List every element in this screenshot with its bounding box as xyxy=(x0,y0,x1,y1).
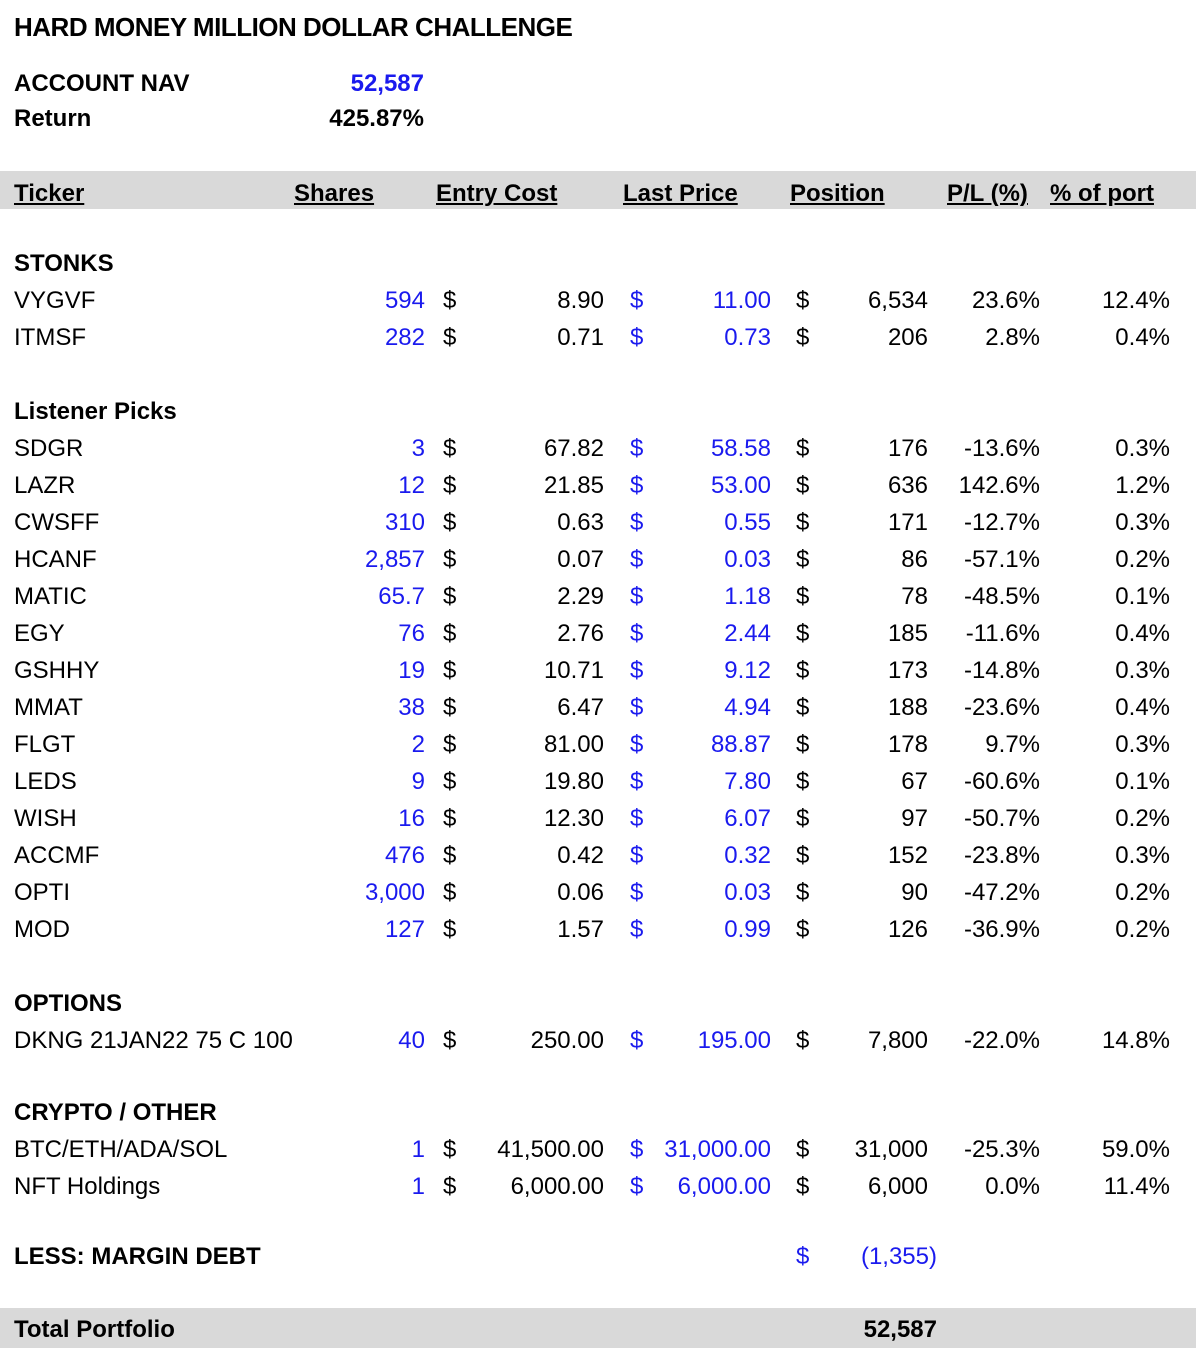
last-currency: $ xyxy=(630,1173,644,1200)
shares-cell: 476 xyxy=(384,842,425,869)
pl-pct-cell: -25.3% xyxy=(963,1136,1040,1163)
last-currency: $ xyxy=(630,324,644,351)
ticker-cell: NFT Holdings xyxy=(14,1173,161,1200)
position-currency: $ xyxy=(796,324,810,351)
position-cell: 31,000 xyxy=(854,1136,928,1163)
table-row xyxy=(0,1169,1196,1206)
position-currency: $ xyxy=(796,657,810,684)
position-currency: $ xyxy=(796,1136,810,1163)
pl-pct-cell: -57.1% xyxy=(963,546,1040,573)
position-cell: 188 xyxy=(887,694,928,721)
sheet-title: HARD MONEY MILLION DOLLAR CHALLENGE xyxy=(14,12,573,42)
last-price-cell: 0.03 xyxy=(724,879,771,906)
col-header-pl-pct: P/L (%) xyxy=(947,180,1028,207)
last-currency: $ xyxy=(630,583,644,610)
last-price-cell: 0.73 xyxy=(724,324,771,351)
position-cell: 176 xyxy=(887,435,928,462)
position-currency: $ xyxy=(796,1027,810,1054)
pct-of-port-cell: 0.3% xyxy=(1115,435,1170,462)
position-cell: 6,000 xyxy=(867,1173,928,1200)
position-currency: $ xyxy=(796,731,810,758)
entry-cost-cell: 0.06 xyxy=(557,879,604,906)
shares-cell: 76 xyxy=(398,620,425,647)
position-cell: 171 xyxy=(887,509,928,536)
last-price-cell: 0.32 xyxy=(724,842,771,869)
pct-of-port-cell: 0.3% xyxy=(1115,731,1170,758)
last-price-cell: 31,000.00 xyxy=(664,1136,771,1163)
total-value: 52,587 xyxy=(863,1316,937,1343)
entry-cost-cell: 8.90 xyxy=(557,287,604,314)
last-price-cell: 58.58 xyxy=(710,435,771,462)
entry-cost-cell: 10.71 xyxy=(543,657,604,684)
pl-pct-cell: 9.7% xyxy=(985,731,1040,758)
table-row xyxy=(0,838,1196,875)
last-currency: $ xyxy=(630,768,644,795)
last-currency: $ xyxy=(630,435,644,462)
pl-pct-cell: -47.2% xyxy=(963,879,1040,906)
entry-currency: $ xyxy=(443,657,457,684)
entry-currency: $ xyxy=(443,546,457,573)
account-nav-value: 52,587 xyxy=(350,70,424,97)
entry-currency: $ xyxy=(443,1173,457,1200)
position-cell: 90 xyxy=(901,879,928,906)
shares-cell: 16 xyxy=(398,805,425,832)
last-price-cell: 9.12 xyxy=(724,657,771,684)
entry-cost-cell: 0.71 xyxy=(557,324,604,351)
last-currency: $ xyxy=(630,472,644,499)
table-row xyxy=(0,653,1196,690)
table-row xyxy=(0,727,1196,764)
section-header xyxy=(0,1095,1196,1132)
pct-of-port-cell: 0.2% xyxy=(1115,916,1170,943)
section-header xyxy=(0,986,1196,1023)
last-currency: $ xyxy=(630,805,644,832)
entry-cost-cell: 0.63 xyxy=(557,509,604,536)
section-title: OPTIONS xyxy=(14,990,123,1017)
position-currency: $ xyxy=(796,509,810,536)
last-price-cell: 11.00 xyxy=(712,287,771,314)
shares-cell: 310 xyxy=(384,509,425,536)
entry-currency: $ xyxy=(443,805,457,832)
shares-cell: 19 xyxy=(398,657,425,684)
table-row xyxy=(0,616,1196,653)
ticker-cell: WISH xyxy=(14,805,77,832)
last-price-cell: 6.07 xyxy=(724,805,771,832)
col-header-last-price: Last Price xyxy=(623,180,738,207)
ticker-cell: ITMSF xyxy=(14,324,86,351)
table-row xyxy=(0,468,1196,505)
last-price-cell: 4.94 xyxy=(724,694,771,721)
position-cell: 126 xyxy=(887,916,928,943)
position-cell: 206 xyxy=(887,324,928,351)
last-price-cell: 0.55 xyxy=(724,509,771,536)
position-currency: $ xyxy=(796,583,810,610)
table-row xyxy=(0,1023,1196,1060)
pl-pct-cell: -14.8% xyxy=(963,657,1040,684)
last-currency: $ xyxy=(630,620,644,647)
ticker-cell: MMAT xyxy=(14,694,83,721)
shares-cell: 12 xyxy=(398,472,425,499)
table-row xyxy=(0,801,1196,838)
pl-pct-cell: -23.6% xyxy=(963,694,1040,721)
pl-pct-cell: -60.6% xyxy=(963,768,1040,795)
position-currency: $ xyxy=(796,768,810,795)
last-currency: $ xyxy=(630,657,644,684)
ticker-cell: SDGR xyxy=(14,435,84,462)
last-currency: $ xyxy=(630,916,644,943)
last-price-cell: 7.80 xyxy=(724,768,771,795)
shares-cell: 594 xyxy=(384,287,425,314)
table-row xyxy=(0,542,1196,579)
entry-currency: $ xyxy=(443,472,457,499)
total-label: Total Portfolio xyxy=(14,1316,175,1343)
pl-pct-cell: 23.6% xyxy=(971,287,1040,314)
shares-cell: 40 xyxy=(398,1027,425,1054)
ticker-cell: GSHHY xyxy=(14,657,100,684)
entry-currency: $ xyxy=(443,916,457,943)
section-title: STONKS xyxy=(14,250,114,277)
pl-pct-cell: -48.5% xyxy=(963,583,1040,610)
ticker-cell: CWSFF xyxy=(14,509,100,536)
pct-of-port-cell: 0.2% xyxy=(1115,879,1170,906)
entry-currency: $ xyxy=(443,620,457,647)
shares-cell: 1 xyxy=(411,1136,425,1163)
entry-cost-cell: 6,000.00 xyxy=(510,1173,604,1200)
entry-cost-cell: 0.07 xyxy=(557,546,604,573)
pl-pct-cell: -11.6% xyxy=(965,620,1040,647)
pct-of-port-cell: 12.4% xyxy=(1101,287,1170,314)
last-price-cell: 0.03 xyxy=(724,546,771,573)
pct-of-port-cell: 0.4% xyxy=(1115,694,1170,721)
return-label: Return xyxy=(14,105,92,132)
last-currency: $ xyxy=(630,842,644,869)
position-cell: 178 xyxy=(887,731,928,758)
pct-of-port-cell: 14.8% xyxy=(1101,1027,1170,1054)
pl-pct-cell: -13.6% xyxy=(963,435,1040,462)
pl-pct-cell: 0.0% xyxy=(985,1173,1040,1200)
ticker-cell: DKNG 21JAN22 75 C 100 xyxy=(14,1027,293,1054)
shares-cell: 282 xyxy=(384,324,425,351)
table-row xyxy=(0,1132,1196,1169)
table-row xyxy=(0,764,1196,801)
position-cell: 185 xyxy=(887,620,928,647)
pl-pct-cell: 142.6% xyxy=(958,472,1040,499)
pct-of-port-cell: 0.3% xyxy=(1115,657,1170,684)
margin-debt-label: LESS: MARGIN DEBT xyxy=(14,1243,261,1270)
last-price-cell: 1.18 xyxy=(724,583,771,610)
entry-cost-cell: 250.00 xyxy=(530,1027,604,1054)
pct-of-port-cell: 0.2% xyxy=(1115,546,1170,573)
position-currency: $ xyxy=(796,287,810,314)
position-cell: 6,534 xyxy=(867,287,928,314)
pct-of-port-cell: 0.4% xyxy=(1115,324,1170,351)
entry-currency: $ xyxy=(443,435,457,462)
pct-of-port-cell: 11.4% xyxy=(1103,1173,1170,1200)
table-row xyxy=(0,912,1196,949)
position-cell: 86 xyxy=(901,546,928,573)
last-price-cell: 88.87 xyxy=(710,731,771,758)
shares-cell: 2,857 xyxy=(364,546,425,573)
entry-currency: $ xyxy=(443,324,457,351)
entry-currency: $ xyxy=(443,694,457,721)
ticker-cell: HCANF xyxy=(14,546,97,573)
position-cell: 7,800 xyxy=(867,1027,928,1054)
last-currency: $ xyxy=(630,287,644,314)
entry-currency: $ xyxy=(443,842,457,869)
entry-cost-cell: 2.29 xyxy=(557,583,604,610)
entry-cost-cell: 21.85 xyxy=(543,472,604,499)
last-price-cell: 195.00 xyxy=(697,1027,771,1054)
position-cell: 67 xyxy=(901,768,928,795)
entry-currency: $ xyxy=(443,1136,457,1163)
pct-of-port-cell: 0.1% xyxy=(1115,768,1170,795)
entry-cost-cell: 41,500.00 xyxy=(497,1136,604,1163)
entry-currency: $ xyxy=(443,583,457,610)
col-header-position: Position xyxy=(790,180,885,207)
ticker-cell: FLGT xyxy=(14,731,76,758)
total-row xyxy=(0,1312,1196,1349)
ticker-cell: MATIC xyxy=(14,583,87,610)
shares-cell: 9 xyxy=(411,768,425,795)
ticker-cell: LAZR xyxy=(14,472,76,499)
entry-currency: $ xyxy=(443,879,457,906)
margin-debt-row xyxy=(0,1239,1196,1276)
position-currency: $ xyxy=(796,805,810,832)
entry-cost-cell: 19.80 xyxy=(543,768,604,795)
position-cell: 97 xyxy=(901,805,928,832)
col-header-entry-cost: Entry Cost xyxy=(436,180,558,207)
shares-cell: 2 xyxy=(411,731,425,758)
entry-cost-cell: 81.00 xyxy=(543,731,604,758)
pl-pct-cell: -23.8% xyxy=(963,842,1040,869)
entry-currency: $ xyxy=(443,768,457,795)
position-currency: $ xyxy=(796,1173,810,1200)
entry-cost-cell: 12.30 xyxy=(543,805,604,832)
entry-currency: $ xyxy=(443,509,457,536)
entry-cost-cell: 1.57 xyxy=(557,916,604,943)
position-currency: $ xyxy=(796,546,810,573)
pct-of-port-cell: 0.1% xyxy=(1115,583,1170,610)
shares-cell: 3,000 xyxy=(364,879,425,906)
table-row xyxy=(0,283,1196,320)
section-header xyxy=(0,246,1196,283)
pl-pct-cell: -22.0% xyxy=(963,1027,1040,1054)
pl-pct-cell: -50.7% xyxy=(963,805,1040,832)
entry-currency: $ xyxy=(443,731,457,758)
shares-cell: 3 xyxy=(411,435,425,462)
return-value: 425.87% xyxy=(329,105,424,132)
section-title: Listener Picks xyxy=(14,398,177,425)
ticker-cell: VYGVF xyxy=(14,287,96,314)
last-currency: $ xyxy=(630,1027,644,1054)
col-header-shares: Shares xyxy=(294,180,375,207)
entry-cost-cell: 6.47 xyxy=(557,694,604,721)
ticker-cell: LEDS xyxy=(14,768,77,795)
ticker-cell: BTC/ETH/ADA/SOL xyxy=(14,1136,228,1163)
last-price-cell: 0.99 xyxy=(724,916,771,943)
position-currency: $ xyxy=(796,620,810,647)
table-row xyxy=(0,320,1196,357)
table-row xyxy=(0,690,1196,727)
margin-debt-currency: $ xyxy=(796,1243,810,1270)
shares-cell: 1 xyxy=(411,1173,425,1200)
ticker-cell: OPTI xyxy=(14,879,71,906)
last-price-cell: 53.00 xyxy=(710,472,771,499)
ticker-cell: EGY xyxy=(14,620,65,647)
table-row xyxy=(0,505,1196,542)
position-currency: $ xyxy=(796,916,810,943)
last-price-cell: 2.44 xyxy=(724,620,771,647)
pl-pct-cell: 2.8% xyxy=(985,324,1040,351)
last-currency: $ xyxy=(630,546,644,573)
ticker-cell: ACCMF xyxy=(14,842,100,869)
position-cell: 173 xyxy=(887,657,928,684)
entry-cost-cell: 2.76 xyxy=(557,620,604,647)
pct-of-port-cell: 59.0% xyxy=(1101,1136,1170,1163)
position-cell: 636 xyxy=(887,472,928,499)
section-header xyxy=(0,394,1196,431)
position-cell: 78 xyxy=(901,583,928,610)
position-currency: $ xyxy=(796,842,810,869)
position-currency: $ xyxy=(796,472,810,499)
position-currency: $ xyxy=(796,879,810,906)
entry-currency: $ xyxy=(443,1027,457,1054)
position-cell: 152 xyxy=(887,842,928,869)
ticker-cell: MOD xyxy=(14,916,70,943)
last-currency: $ xyxy=(630,1136,644,1163)
entry-currency: $ xyxy=(443,287,457,314)
col-header-pct-of-port: % of port xyxy=(1050,180,1154,207)
last-currency: $ xyxy=(630,509,644,536)
shares-cell: 65.7 xyxy=(378,583,425,610)
last-currency: $ xyxy=(630,694,644,721)
section-title: CRYPTO / OTHER xyxy=(14,1099,217,1126)
table-row xyxy=(0,431,1196,468)
pct-of-port-cell: 0.3% xyxy=(1115,509,1170,536)
last-currency: $ xyxy=(630,879,644,906)
position-currency: $ xyxy=(796,694,810,721)
table-row xyxy=(0,875,1196,912)
pct-of-port-cell: 1.2% xyxy=(1115,472,1170,499)
pl-pct-cell: -12.7% xyxy=(963,509,1040,536)
pct-of-port-cell: 0.4% xyxy=(1115,620,1170,647)
last-price-cell: 6,000.00 xyxy=(677,1173,771,1200)
entry-cost-cell: 67.82 xyxy=(543,435,604,462)
table-row xyxy=(0,579,1196,616)
last-currency: $ xyxy=(630,731,644,758)
shares-cell: 127 xyxy=(384,916,425,943)
pl-pct-cell: -36.9% xyxy=(963,916,1040,943)
pct-of-port-cell: 0.3% xyxy=(1115,842,1170,869)
account-nav-label: ACCOUNT NAV xyxy=(14,70,190,97)
margin-debt-value: (1,355) xyxy=(860,1243,937,1270)
col-header-ticker: Ticker xyxy=(14,180,85,207)
shares-cell: 38 xyxy=(398,694,425,721)
entry-cost-cell: 0.42 xyxy=(557,842,604,869)
pct-of-port-cell: 0.2% xyxy=(1115,805,1170,832)
position-currency: $ xyxy=(796,435,810,462)
